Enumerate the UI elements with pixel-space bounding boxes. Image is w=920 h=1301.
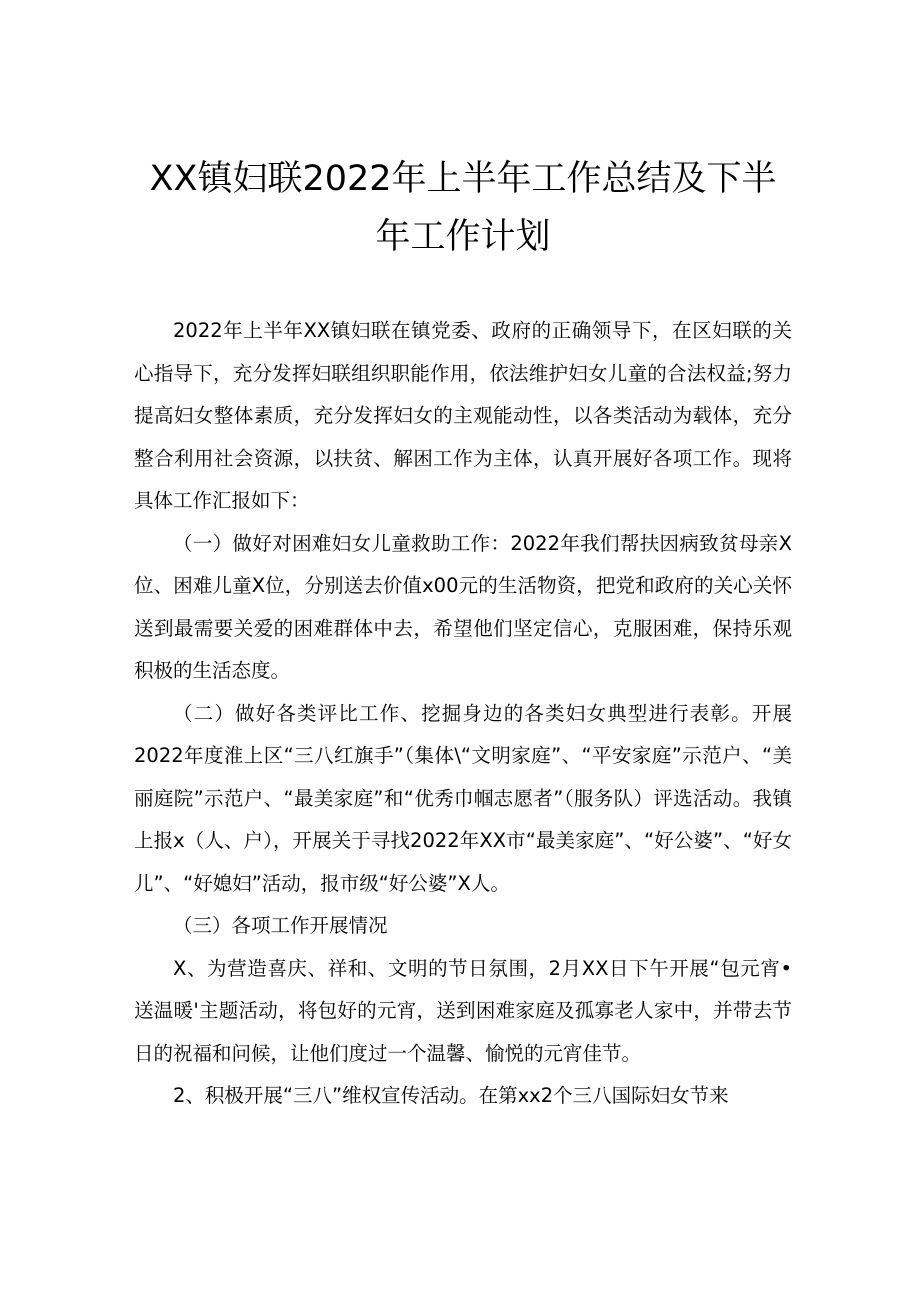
document-body	[134, 310, 792, 1118]
paragraph-section-1: （一）做好对困难妇女儿童救助工作：2022年我们帮扶因病致贫母亲X位、困难儿童X位，分别送去价值x00元的生活物资，把党和政府的关心关怀送到最需要关爱的困难群体中去，希望他们坚定信心，克服困难，保持乐观积极的生活态度。	[134, 531, 792, 682]
paragraph-section-3-heading: （三）各项工作开展情况	[173, 914, 388, 937]
document-title: XX镇妇联2022年上半年工作总结及下半年工作计划	[149, 159, 777, 257]
paragraph-item-2: 2、积极开展“三八”维权宣传活动。在第xx2个三八国际妇女节来	[173, 1084, 729, 1107]
paragraph-intro: 2022年上半年XX镇妇联在镇党委、政府的正确领导下，在区妇联的关心指导下，充分发挥妇联组织职能作用，依法维护妇女儿童的合法权益;努力提高妇女整体素质，充分发挥妇女的主观能动性，以各类活动为载体，充分整合利用社会资源，以扶贫、解困工作为主体，认真开展好各项工作。现将具体工作汇报如下：	[134, 319, 792, 512]
paragraph-section-2: （二）做好各类评比工作、挖掘身边的各类妇女典型进行表彰。开展2022年度淮上区“三八红旗手”（集体\“文明家庭”、“平安家庭”示范户、“美丽庭院”示范户、“最美家庭”和“优秀巾帼志愿者”（服务队）评选活动。我镇上报x（人、户），开展关于寻找2022年XX市“最美家庭”、“好公婆”、“好女儿”、“好媳妇”活动，报市级“好公婆”X人。	[134, 701, 792, 895]
paragraph-item-1: X、为营造喜庆、祥和、文明的节日氛围，2月XX日下午开展“包元宵•送温暖'主题活动，将包好的元宵，送到困难家庭及孤寡老人家中，并带去节日的祝福和问候，让他们度过一个温馨、愉悦的元宵佳节。	[134, 956, 792, 1065]
